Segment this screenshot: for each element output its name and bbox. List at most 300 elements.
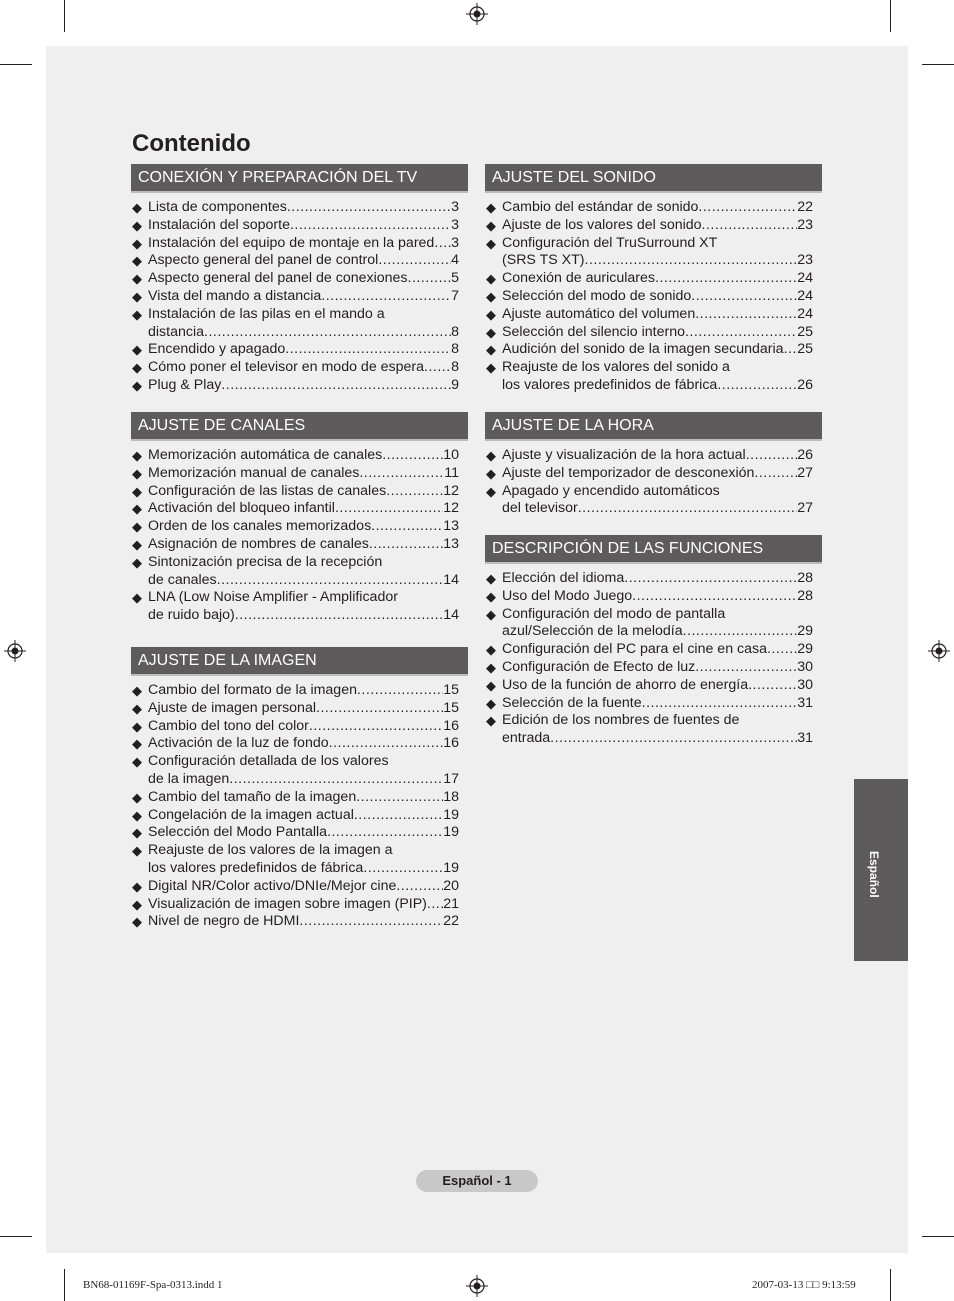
diamond-bullet-icon: ◆ [132, 235, 142, 251]
toc-entry [485, 465, 822, 483]
dot-leader [624, 570, 797, 588]
toc-entry-text: Sintonización precisa de la recepción [148, 553, 383, 570]
dot-leader [204, 324, 451, 342]
diamond-bullet-icon: ◆ [486, 342, 496, 358]
diamond-bullet-icon: ◆ [132, 843, 142, 859]
toc-entry [131, 270, 468, 288]
toc-entry-text: (SRS TS XT) [502, 252, 585, 269]
dot-leader [363, 860, 443, 878]
diamond-bullet-icon: ◆ [132, 590, 142, 606]
toc-page-number: 28 [797, 570, 813, 586]
diamond-bullet-icon: ◆ [132, 483, 142, 499]
toc-entry [485, 359, 822, 395]
toc-page-number: 28 [797, 587, 813, 604]
toc-entry-line [502, 465, 813, 483]
toc-page-number: 26 [797, 447, 813, 463]
diamond-bullet-icon: ◆ [132, 536, 142, 552]
diamond-bullet-icon: ◆ [132, 465, 142, 481]
toc-entry-line [148, 878, 459, 896]
dot-leader [396, 878, 443, 896]
toc-entry-text: distancia [148, 323, 204, 340]
toc-entry [485, 199, 822, 217]
toc-entry-text: Apagado y encendido automáticos [502, 482, 720, 499]
toc-entry-line [502, 677, 813, 695]
toc-entry-text: los valores predefinidos de fábrica [148, 859, 364, 876]
toc-entry-line [148, 860, 459, 878]
toc-entry-text: Reajuste de los valores del sonido a [502, 359, 730, 376]
toc-entry [485, 341, 822, 359]
toc-section-funciones [485, 535, 822, 748]
diamond-bullet-icon: ◆ [132, 253, 142, 269]
toc-entry-text: Cambio del tamaño de la imagen [148, 788, 357, 805]
toc-entry-line [502, 695, 813, 713]
toc-entry-line [502, 217, 813, 235]
diamond-bullet-icon: ◆ [132, 200, 142, 215]
print-slug-file: BN68-01169F-Spa-0313.indd 1 [83, 1279, 223, 1291]
toc-entry-text: Selección de la fuente [502, 694, 642, 711]
diamond-bullet-icon: ◆ [132, 789, 142, 805]
toc-entry [131, 288, 468, 306]
toc-entry [485, 659, 822, 677]
toc-page-number: 8 [451, 359, 459, 376]
toc-page-number: 12 [443, 500, 459, 517]
toc-page-number: 25 [797, 341, 813, 358]
toc-entry-text: Configuración del TruSurround XT [502, 234, 718, 251]
toc-page-number: 18 [443, 788, 459, 805]
dot-leader [316, 700, 443, 718]
toc-entry [131, 718, 468, 736]
toc-entry-text: Orden de los canales memorizados [148, 518, 372, 535]
toc-entry-text: de ruido bajo) [148, 607, 235, 624]
dot-leader [321, 288, 451, 306]
toc-entry-line [148, 341, 459, 359]
toc-entry-line [148, 500, 459, 518]
toc-entry [131, 252, 468, 270]
dot-leader [424, 359, 451, 377]
toc-entry-text: Visualización de imagen sobre imagen (PIP) [148, 895, 427, 912]
toc-page-number: 3 [451, 216, 459, 233]
toc-page-number: 23 [797, 216, 813, 233]
dot-leader [784, 341, 798, 359]
toc-entry-line [502, 588, 813, 606]
toc-page-number: 11 [444, 464, 459, 481]
toc-entry [131, 217, 468, 235]
toc-list [485, 193, 822, 395]
dot-leader [354, 807, 443, 825]
toc-entry-line [148, 465, 459, 483]
diamond-bullet-icon: ◆ [486, 306, 496, 322]
toc-entry-text: Instalación de las pilas en el mando a [148, 305, 385, 322]
diamond-bullet-icon: ◆ [486, 465, 496, 481]
diamond-bullet-icon: ◆ [486, 448, 496, 463]
toc-entry [131, 554, 468, 590]
toc-list [131, 441, 468, 625]
diamond-bullet-icon: ◆ [486, 659, 496, 675]
diamond-bullet-icon: ◆ [132, 448, 142, 463]
toc-list [485, 441, 822, 518]
dot-leader [229, 771, 443, 789]
diamond-bullet-icon: ◆ [486, 588, 496, 604]
diamond-bullet-icon: ◆ [132, 217, 142, 233]
diamond-bullet-icon: ◆ [486, 288, 496, 304]
diamond-bullet-icon: ◆ [132, 554, 142, 570]
toc-entry-text: de la imagen [148, 770, 230, 787]
toc-entry-line [148, 306, 459, 324]
toc-entry [485, 235, 822, 271]
toc-page-number: 10 [443, 447, 459, 463]
diamond-bullet-icon: ◆ [486, 571, 496, 586]
dot-leader [369, 536, 443, 554]
toc-entry-text: Asignación de nombres de canales [148, 535, 369, 552]
toc-entry [485, 270, 822, 288]
toc-entry-line [148, 554, 459, 572]
section-heading: AJUSTE DE LA IMAGEN [131, 647, 468, 676]
toc-entry-line [148, 447, 459, 465]
toc-entry-line [502, 199, 813, 217]
toc-entry-line [148, 913, 459, 931]
toc-page-number: 21 [443, 895, 459, 912]
toc-entry [485, 641, 822, 659]
toc-page-number: 19 [443, 806, 459, 823]
toc-entry-line [502, 483, 813, 501]
dot-leader [585, 252, 798, 270]
toc-entry-text: Memorización automática de canales [148, 447, 383, 463]
diamond-bullet-icon: ◆ [486, 642, 496, 658]
toc-entry-line [148, 518, 459, 536]
toc-entry [131, 199, 468, 217]
crop-mark [64, 1269, 65, 1301]
dot-leader [695, 306, 797, 324]
toc-entry-line [148, 807, 459, 825]
diamond-bullet-icon: ◆ [132, 342, 142, 358]
registration-mark-icon [4, 640, 26, 662]
diamond-bullet-icon: ◆ [132, 306, 142, 322]
language-side-tab [854, 779, 908, 961]
toc-entry-line [502, 324, 813, 342]
toc-entry-text: Cambio del formato de la imagen [148, 682, 357, 698]
toc-entry-line [502, 500, 813, 518]
toc-entry-text: los valores predefinidos de fábrica [502, 376, 718, 393]
dot-leader [221, 377, 451, 395]
dot-leader [299, 913, 443, 931]
toc-page-number: 25 [797, 323, 813, 340]
toc-entry-text: Reajuste de los valores de la imagen a [148, 842, 393, 859]
dot-leader [702, 217, 798, 235]
toc-entry-line [148, 572, 459, 590]
diamond-bullet-icon: ◆ [486, 483, 496, 499]
toc-entry [131, 341, 468, 359]
toc-entry [131, 735, 468, 753]
dot-leader [408, 270, 452, 288]
toc-entry-line [502, 641, 813, 659]
section-heading: DESCRIPCIÓN DE LAS FUNCIONES [485, 535, 822, 564]
page-number: Español - 1 [416, 1170, 538, 1192]
toc-page-number: 15 [443, 682, 459, 698]
dot-leader [329, 735, 444, 753]
dot-leader [748, 677, 797, 695]
toc-entry [485, 677, 822, 695]
toc-entry-text: Aspecto general del panel de conexiones [148, 270, 408, 287]
toc-page-number: 14 [443, 571, 459, 588]
toc-page-number: 24 [797, 270, 813, 287]
toc-page-number: 3 [451, 199, 459, 215]
toc-entry [485, 606, 822, 642]
toc-entry [131, 753, 468, 789]
toc-entry-text: Uso del Modo Juego [502, 587, 633, 604]
toc-entry [131, 465, 468, 483]
toc-entry [485, 712, 822, 748]
toc-entry-line [148, 789, 459, 807]
diamond-bullet-icon: ◆ [132, 360, 142, 376]
toc-entry-line [502, 288, 813, 306]
diamond-bullet-icon: ◆ [486, 217, 496, 233]
toc-entry [131, 483, 468, 501]
toc-entry [485, 483, 822, 519]
toc-page-number: 17 [443, 770, 459, 787]
toc-entry-text: Audición del sonido de la imagen secundaria [502, 341, 784, 358]
toc-page-number: 14 [443, 607, 459, 624]
toc-entry-text: Uso de la función de ahorro de energía [502, 676, 749, 693]
toc-section-canales [131, 412, 468, 625]
toc-section-imagen [131, 647, 468, 931]
toc-entry-line [502, 659, 813, 677]
toc-page-number: 13 [443, 518, 459, 535]
crop-mark [64, 0, 65, 32]
toc-page-number: 15 [443, 699, 459, 716]
toc-entry-text: Memorización manual de canales [148, 464, 360, 481]
toc-entry-text: entrada [502, 730, 551, 747]
dot-leader [371, 518, 443, 536]
toc-page-number: 31 [797, 730, 813, 747]
toc-entry [131, 824, 468, 842]
toc-entry-text: Plug & Play [148, 376, 222, 393]
toc-page-number: 5 [451, 270, 459, 287]
toc-entry [131, 807, 468, 825]
toc-entry-line [148, 718, 459, 736]
toc-entry-line [148, 288, 459, 306]
toc-entry-text: Activación de la luz de fondo [148, 735, 329, 752]
toc-entry-line [148, 824, 459, 842]
toc-entry-text: del televisor [502, 500, 578, 517]
toc-entry-text: LNA (Low Noise Amplifier - Amplificador [148, 589, 398, 606]
dot-leader [359, 465, 444, 483]
dot-leader [754, 465, 797, 483]
toc-entry-line [148, 896, 459, 914]
toc-entry [485, 447, 822, 465]
toc-page-number: 9 [451, 376, 459, 393]
dot-leader [427, 896, 443, 914]
toc-list [131, 676, 468, 931]
toc-entry-line [502, 570, 813, 588]
dot-leader [683, 623, 798, 641]
toc-entry-text: Activación del bloqueo infantil [148, 500, 335, 517]
toc-page-number: 19 [443, 859, 459, 876]
toc-page-number: 19 [443, 824, 459, 841]
dot-leader [378, 252, 451, 270]
toc-entry-text: Configuración detallada de los valores [148, 753, 389, 770]
toc-list [485, 564, 822, 748]
toc-page-number: 22 [443, 913, 459, 930]
toc-entry-text: Aspecto general del panel de control [148, 252, 379, 269]
diamond-bullet-icon: ◆ [486, 695, 496, 711]
toc-page-number: 30 [797, 658, 813, 675]
toc-entry-text: Configuración de Efecto de luz [502, 658, 696, 675]
toc-entry-line [148, 377, 459, 395]
toc-page-number: 30 [797, 676, 813, 693]
toc-entry-line [502, 712, 813, 730]
toc-entry-text: Cómo poner el televisor en modo de espera [148, 359, 425, 376]
dot-leader [327, 824, 443, 842]
toc-entry-line [502, 270, 813, 288]
toc-entry-line [148, 589, 459, 607]
toc-entry-text: Configuración del PC para el cine en casa [502, 641, 767, 658]
toc-entry [485, 588, 822, 606]
dot-leader [386, 483, 443, 501]
toc-entry [131, 377, 468, 395]
crop-mark [0, 64, 32, 65]
dot-leader [434, 235, 451, 253]
toc-entry-line [148, 359, 459, 377]
dot-leader [309, 718, 443, 736]
dot-leader [578, 500, 798, 518]
registration-mark-icon [466, 3, 488, 25]
diamond-bullet-icon: ◆ [132, 501, 142, 517]
toc-page-number: 27 [797, 464, 813, 481]
toc-page-number: 16 [443, 717, 459, 734]
toc-entry-text: Ajuste de imagen personal [148, 699, 316, 716]
page-title: Contenido [132, 130, 251, 157]
diamond-bullet-icon: ◆ [486, 606, 496, 622]
toc-page-number: 8 [451, 341, 459, 358]
toc-entry [485, 306, 822, 324]
toc-page-number: 7 [451, 287, 459, 304]
toc-entry-line [148, 536, 459, 554]
print-slug-datetime: 2007-03-13 □□ 9:13:59 [752, 1279, 856, 1291]
toc-page-number: 23 [797, 252, 813, 269]
toc-entry-line [502, 235, 813, 253]
toc-entry-text: Instalación del soporte [148, 216, 290, 233]
crop-mark [922, 1236, 954, 1237]
toc-entry-line [502, 359, 813, 377]
toc-entry-line [148, 217, 459, 235]
dot-leader [357, 682, 443, 700]
diamond-bullet-icon: ◆ [132, 736, 142, 752]
side-tab-label: Español [867, 851, 881, 898]
toc-entry-line [148, 483, 459, 501]
dot-leader [655, 270, 797, 288]
toc-entry-line [502, 606, 813, 624]
diamond-bullet-icon: ◆ [486, 360, 496, 376]
toc-entry-text: Configuración de las listas de canales [148, 482, 387, 499]
toc-entry-text: Vista del mando a distancia [148, 287, 322, 304]
dot-leader [698, 199, 797, 217]
diamond-bullet-icon: ◆ [486, 271, 496, 287]
toc-entry [485, 570, 822, 588]
toc-entry [131, 536, 468, 554]
toc-entry [131, 500, 468, 518]
crop-mark [890, 0, 891, 32]
dot-leader [290, 217, 451, 235]
toc-entry-text: Lista de componentes [148, 199, 287, 215]
toc-page-number: 24 [797, 287, 813, 304]
dot-leader [217, 572, 444, 590]
toc-entry-line [148, 252, 459, 270]
toc-entry-text: de canales [148, 571, 217, 588]
dot-leader [632, 588, 797, 606]
toc-entry-text: Edición de los nombres de fuentes de [502, 712, 740, 729]
diamond-bullet-icon: ◆ [486, 713, 496, 729]
section-heading: CONEXIÓN Y PREPARACIÓN DEL TV [131, 164, 468, 193]
diamond-bullet-icon: ◆ [132, 896, 142, 912]
dot-leader [550, 730, 797, 748]
toc-entry [485, 217, 822, 235]
dot-leader [235, 607, 443, 625]
toc-entry-line [148, 842, 459, 860]
toc-entry-line [148, 771, 459, 789]
toc-page-number: 24 [797, 305, 813, 322]
toc-page-number: 31 [797, 694, 813, 711]
toc-entry-line [502, 252, 813, 270]
toc-entry-line [502, 447, 813, 465]
toc-entry-line [502, 341, 813, 359]
toc-entry-text: Conexión de auriculares [502, 270, 656, 287]
toc-page-number: 22 [797, 199, 813, 215]
toc-entry-line [148, 735, 459, 753]
toc-entry [131, 359, 468, 377]
diamond-bullet-icon: ◆ [132, 718, 142, 734]
diamond-bullet-icon: ◆ [132, 271, 142, 287]
toc-entry [131, 700, 468, 718]
diamond-bullet-icon: ◆ [132, 519, 142, 535]
dot-leader [695, 659, 797, 677]
section-heading: AJUSTE DE LA HORA [485, 412, 822, 441]
toc-entry [131, 518, 468, 536]
crop-mark [0, 1236, 32, 1237]
toc-entry [485, 324, 822, 342]
diamond-bullet-icon: ◆ [132, 700, 142, 716]
toc-entry [131, 306, 468, 342]
diamond-bullet-icon: ◆ [132, 683, 142, 698]
dot-leader [285, 341, 451, 359]
toc-entry-line [148, 700, 459, 718]
diamond-bullet-icon: ◆ [132, 807, 142, 823]
toc-entry [485, 288, 822, 306]
toc-entry [131, 235, 468, 253]
toc-page-number: 13 [443, 535, 459, 552]
toc-entry-line [148, 607, 459, 625]
diamond-bullet-icon: ◆ [132, 878, 142, 894]
toc-entry-line [148, 682, 459, 700]
diamond-bullet-icon: ◆ [132, 288, 142, 304]
diamond-bullet-icon: ◆ [132, 377, 142, 393]
toc-page-number: 16 [443, 735, 459, 752]
toc-entry-text: Cambio del estándar de sonido [502, 199, 699, 215]
toc-entry-line [502, 377, 813, 395]
toc-section-conexion [131, 164, 468, 395]
toc-entry-text: azul/Selección de la melodía [502, 623, 683, 640]
toc-entry-line [148, 753, 459, 771]
toc-entry-text: Configuración del modo de pantalla [502, 605, 726, 622]
diamond-bullet-icon: ◆ [132, 754, 142, 770]
toc-entry-line [502, 306, 813, 324]
toc-page-number: 29 [797, 623, 813, 640]
toc-entry-line [502, 623, 813, 641]
toc-entry [131, 913, 468, 931]
toc-entry [131, 682, 468, 700]
toc-entry [131, 447, 468, 465]
toc-page-number: 8 [451, 323, 459, 340]
toc-entry-text: Encendido y apagado [148, 341, 286, 358]
